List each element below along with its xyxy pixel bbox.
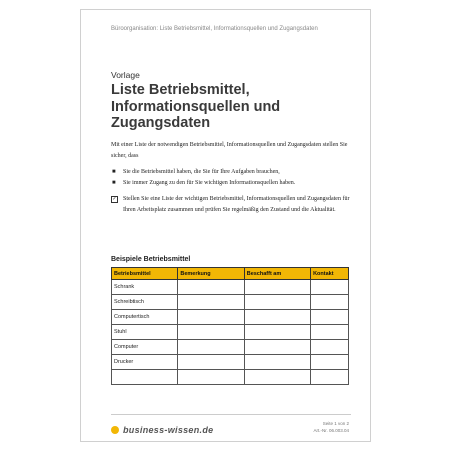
table-cell: Computertisch (112, 310, 178, 325)
table-cell (244, 355, 310, 370)
table-row (112, 310, 349, 325)
table-cell (178, 280, 244, 295)
table-row (112, 370, 349, 385)
logo-text: business-wissen.de (123, 425, 214, 435)
table-cell (178, 370, 244, 385)
document-label: Vorlage (111, 70, 140, 80)
document-page (80, 9, 371, 442)
table-cell (244, 370, 310, 385)
table-row (112, 325, 349, 340)
table-cell (311, 370, 349, 385)
column-header: Beschafft am (244, 268, 310, 280)
table-cell: Drucker (112, 355, 178, 370)
equipment-table (111, 267, 349, 385)
table-cell (178, 340, 244, 355)
table-cell (244, 280, 310, 295)
table-cell: Schreibtisch (112, 295, 178, 310)
column-header: Bemerkung (178, 268, 244, 280)
checkbox-icon: ✓ (112, 197, 117, 202)
table-cell (178, 325, 244, 340)
bullet-text: Sie immer Zugang zu den für Sie wichtigen Informationsquellen haben. (123, 180, 296, 186)
bullet-dot-icon: ■ (112, 169, 116, 175)
footer-logo (111, 424, 213, 436)
table-cell (311, 295, 349, 310)
bullet-item (111, 178, 351, 189)
table-cell (244, 295, 310, 310)
checklist-item (111, 194, 351, 215)
table-cell (112, 370, 178, 385)
table-cell (311, 325, 349, 340)
page-number: Seite 1 von 2 (322, 421, 349, 426)
column-header: Kontakt (311, 268, 349, 280)
table-cell: Stuhl (112, 325, 178, 340)
bullet-item (111, 167, 351, 178)
table-row (112, 340, 349, 355)
table-header-row (112, 268, 349, 280)
bullet-text: Sie die Betriebsmittel haben, die Sie für Ihre Aufgaben brauchen, (123, 169, 280, 175)
table-cell (244, 310, 310, 325)
table-cell (311, 310, 349, 325)
article-number: Art.-Nr. 06.003.04 (313, 428, 349, 433)
checklist-text: Stellen Sie eine Liste der wichtigen Betriebsmittel, Informationsquellen und Zugangsdaten für Ihren Arbeitsplatz zusammen und prüfen Sie regelmäßig den Zustand und die Aktualität. (123, 196, 350, 213)
bullet-dot-icon: ■ (112, 180, 116, 186)
table-cell: Schrank (112, 280, 178, 295)
table-cell (311, 340, 349, 355)
table-cell (244, 340, 310, 355)
bullet-list (111, 167, 351, 189)
table-row (112, 295, 349, 310)
section-title: Beispiele Betriebsmittel (111, 256, 191, 263)
table-cell (178, 310, 244, 325)
page-info (313, 420, 349, 434)
table-cell (178, 295, 244, 310)
document-header: Büroorganisation: Liste Betriebsmittel, Informationsquellen und Zugangsdaten (111, 26, 318, 32)
table-cell (178, 355, 244, 370)
table-cell (311, 280, 349, 295)
table-row (112, 280, 349, 295)
document-title: Liste Betriebsmittel, Informationsquellen und Zugangsdaten (111, 82, 281, 131)
table-row (112, 355, 349, 370)
footer-divider (111, 414, 351, 415)
column-header: Betriebsmittel (112, 268, 178, 280)
table-cell: Computer (112, 340, 178, 355)
table-cell (244, 325, 310, 340)
logo-dot-icon (111, 426, 119, 434)
table-cell (311, 355, 349, 370)
intro-text: Mit einer Liste der notwendigen Betriebsmittel, Informationsquellen und Zugangsdaten stellen Sie sicher, dass (111, 142, 348, 159)
